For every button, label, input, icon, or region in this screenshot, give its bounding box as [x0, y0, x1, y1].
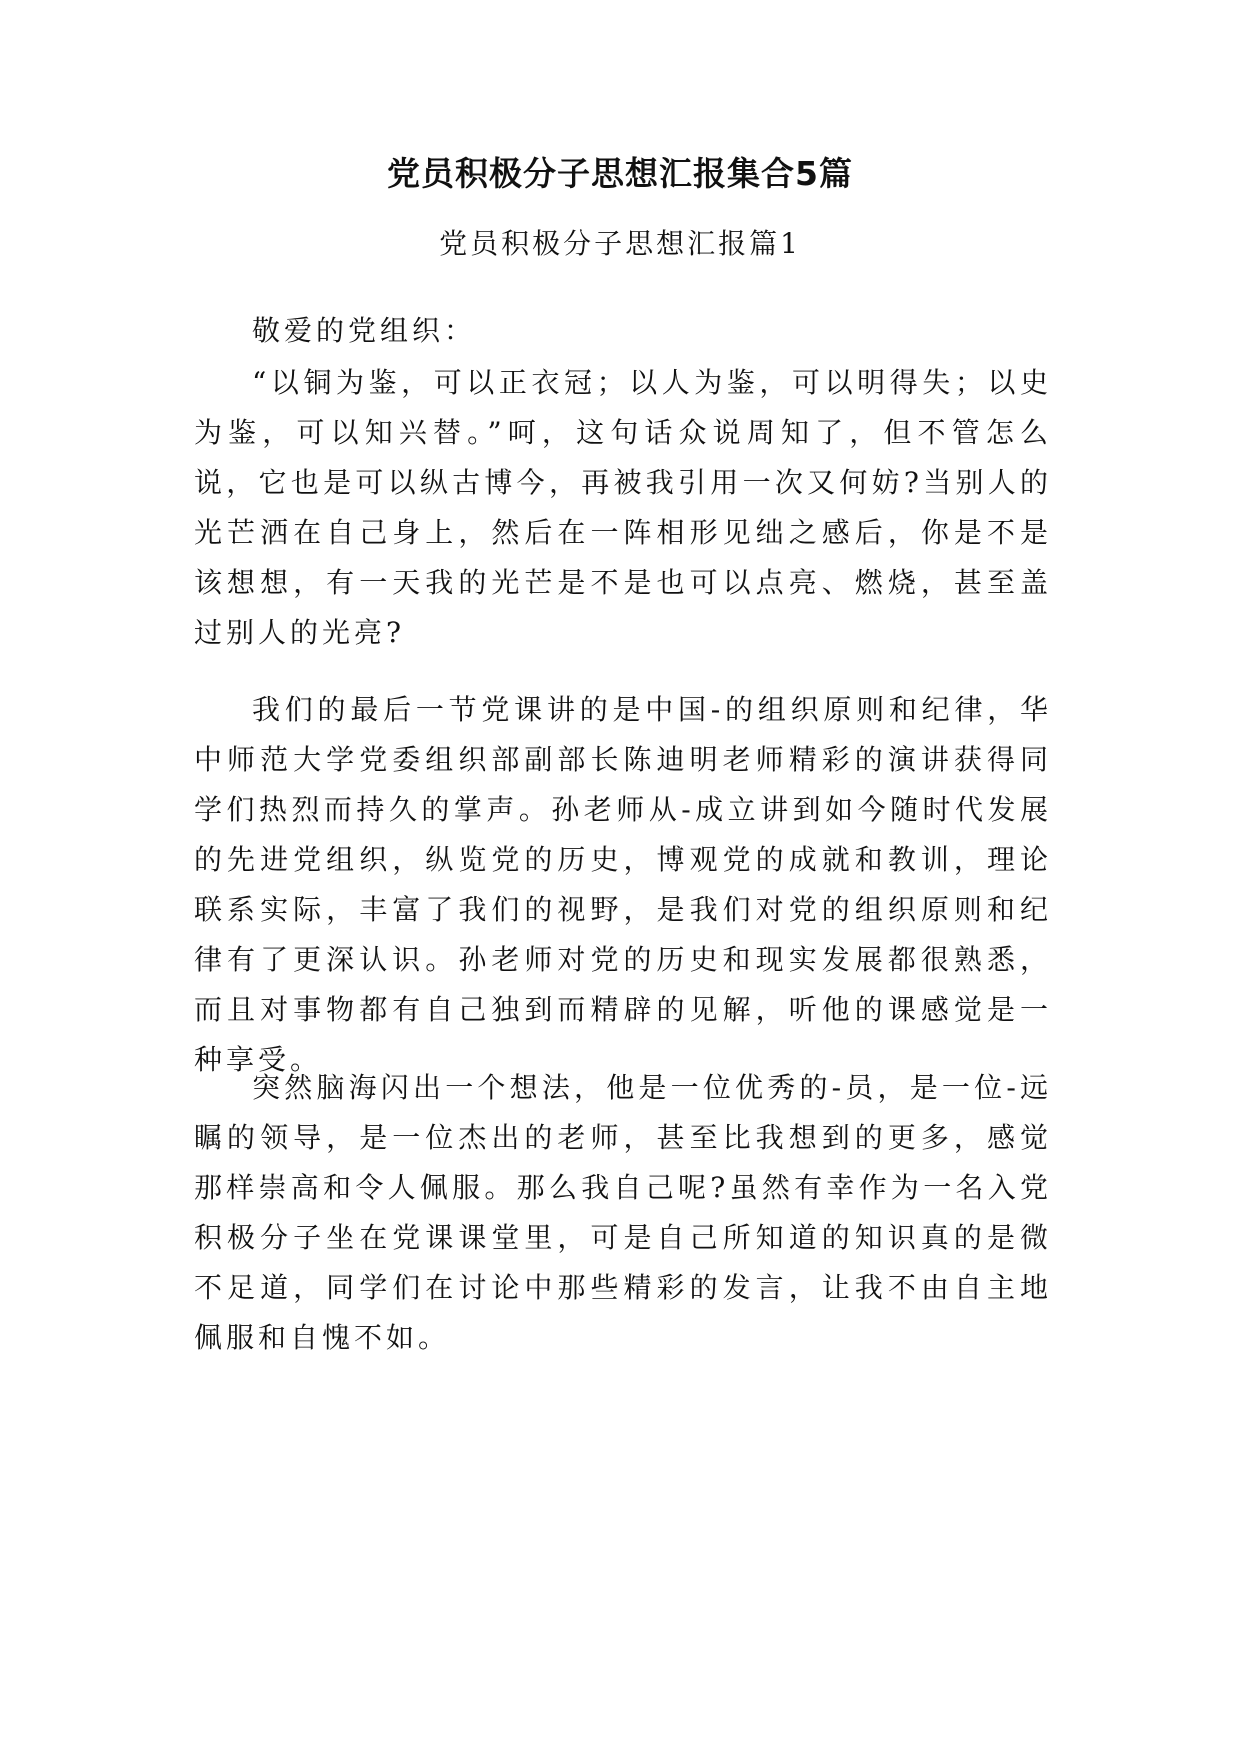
- salutation: 敬爱的党组织：: [252, 314, 477, 347]
- document-title: 党员积极分子思想汇报集合5篇: [387, 154, 853, 193]
- body-paragraph-1: “以铜为鉴，可以正衣冠；以人为鉴，可以明得失；以史为鉴，可以知兴替。”呵，这句话众说周知了，但不管怎么说，它也是可以纵古博今，再被我引用一次又何妨?当别人的光芒洒在自己身上，然后在一阵相形见绌之感后，你是不是该想想，有一天我的光芒是不是也可以点亮、燃烧，甚至盖过别人的光亮?: [194, 366, 1052, 649]
- body-paragraph-3: 突然脑海闪出一个想法，他是一位优秀的-员，是一位-远瞩的领导，是一位杰出的老师，甚至比我想到的更多，感觉那样崇高和令人佩服。那么我自己呢?虽然有幸作为一名入党积极分子坐在党课课堂里，可是自己所知道的知识真的是微不足道，同学们在讨论中那些精彩的发言，让我不由自主地佩服和自愧不如。: [194, 1071, 1052, 1354]
- document-subtitle: 党员积极分子思想汇报篇1: [439, 227, 801, 260]
- body-paragraph-2: 我们的最后一节党课讲的是中国-的组织原则和纪律，华中师范大学党委组织部副部长陈迪明老师精彩的演讲获得同学们热烈而持久的掌声。孙老师从-成立讲到如今随时代发展的先进党组织，纵览党的历史，博观党的成就和教训，理论联系实际，丰富了我们的视野，是我们对党的组织原则和纪律有了更深认识。孙老师对党的历史和现实发展都很熟悉，而且对事物都有自己独到而精辟的见解，听他的课感觉是一种享受。: [194, 693, 1052, 1076]
